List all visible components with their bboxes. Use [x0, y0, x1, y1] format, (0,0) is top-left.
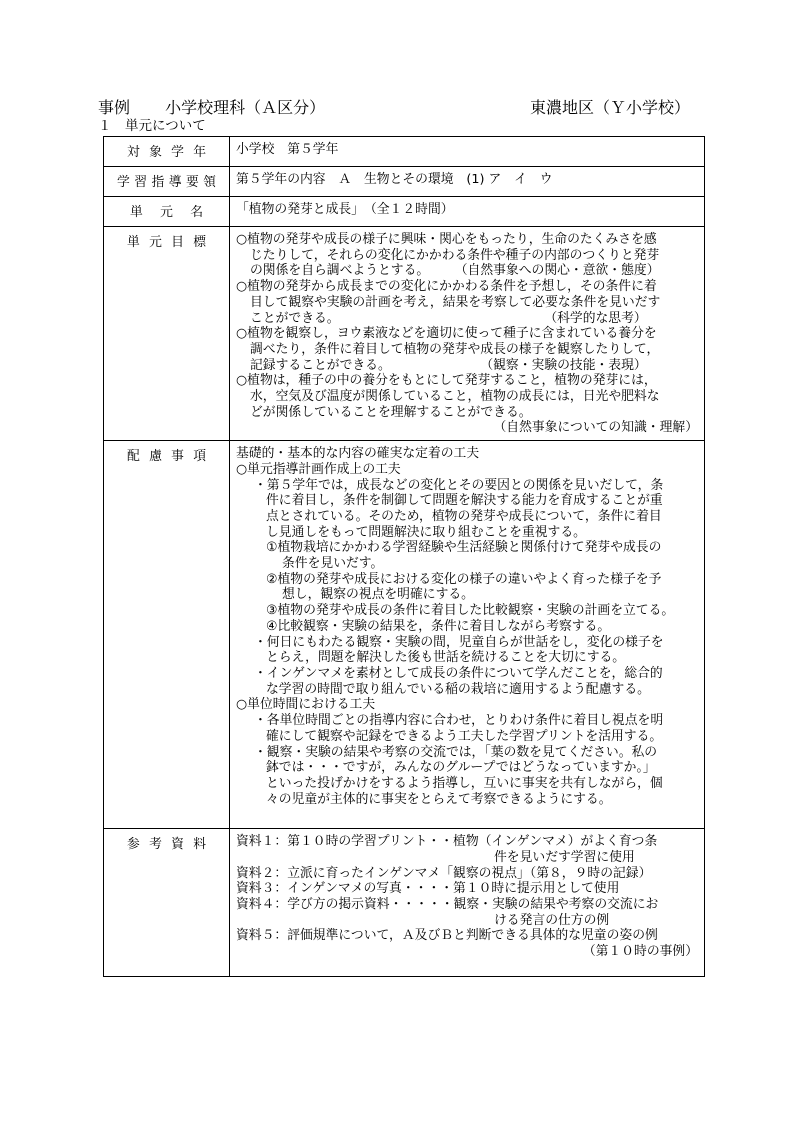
label-char: 導: [168, 175, 182, 190]
content-line: ○植物の発芽や成長の様子に興味・関心をもったり，生命のたくみさを感: [236, 232, 657, 247]
content-line: し見通しをもって問題解決に取り組むことを重視する。: [266, 524, 586, 540]
content-line: ②植物の発芽や成長における変化の様子の違いやよく育った様子を予: [266, 571, 662, 587]
content-line: ・各単位時間ごとの指導内容に合わせ，とりわけ条件に着目し視点を明: [254, 713, 664, 729]
content-line: ○植物は，種子の中の養分をもとにして発芽すること，植物の発芽には，: [236, 373, 657, 389]
label-char: 資: [171, 837, 184, 853]
content-line: ・第５学年では，成長などの変化とその要因との関係を見いだして，条: [254, 477, 664, 493]
row-content: [230, 227, 705, 441]
content-line: 基礎的・基本的な内容の確実な定着の工夫: [236, 446, 480, 462]
content-line: の関係を自ら調べようとする。 （自然事象への関心・意欲・態度）: [250, 263, 660, 279]
label-char: 領: [203, 175, 216, 190]
content-line: 第５学年の内容 Ａ 生物とその環境 (1) ア イ ウ: [236, 172, 553, 187]
case-label: 事例: [98, 98, 131, 117]
content-line: といった投げかけをするよう指導し，互いに事実を共有しながら，個: [266, 775, 663, 791]
content-line: 記録することができる。 （観察・実験の技能・表現）: [250, 357, 647, 373]
content-line: どが関係していることを理解することができる。: [250, 404, 532, 420]
content-line: 条件を見いだす。: [282, 556, 384, 572]
row-curriculum-guideline: [104, 167, 705, 197]
row-content: [230, 137, 705, 167]
content-line: ○単元指導計画作成上の工夫: [236, 461, 401, 477]
content-line: じたりして，それらの変化にかかわる条件や種子の内部のつくりと発芽: [250, 247, 660, 263]
content-line: 「植物の発芽と成長」 （全１２時間）: [236, 202, 454, 217]
label-char: 単: [130, 205, 143, 220]
row-considerations: [104, 441, 705, 829]
label-char: 標: [193, 235, 206, 250]
content-line: 点とされている。そのため，植物の発芽や成長について，条件に着目: [266, 508, 662, 524]
unit-table: [103, 136, 705, 977]
content-line: ・何日にもわたる観察・実験の間，児童自らが世話をし，変化の様子を: [254, 634, 664, 650]
row-target-grade: [104, 137, 705, 167]
row-reference-materials: [104, 829, 705, 977]
row-label: [104, 137, 230, 167]
content-line: 資料３：インゲンマメの写真・・・・第１０時に提示用として使用: [236, 881, 620, 897]
content-line: 水，空気及び温度が関係していること，植物の成長には，日光や肥料な: [250, 389, 660, 405]
content-line: ③植物の発芽や成長の条件に着目した比較観察・実験の計画を立てる。: [266, 603, 675, 619]
row-label: [104, 227, 230, 441]
content-line: 小学校 第５学年: [236, 142, 339, 157]
content-line: とらえ，問題を解決した後も世話を続けることを大切にする。: [266, 650, 626, 666]
row-label: [104, 167, 230, 197]
content-line: ・インゲンマメを素材として成長の条件について学んだことを，総合的: [254, 665, 663, 681]
label-char: 元: [149, 235, 162, 250]
row-content: [230, 441, 705, 829]
label-char: 元: [160, 205, 173, 220]
label-char: 対: [127, 145, 140, 160]
label-char: 目: [171, 235, 184, 250]
content-line: ①植物栽培にかかわる学習経験や生活経験と関係付けて発芽や成長の: [266, 540, 662, 556]
content-line: 想し，観察の視点を明確にする。: [282, 587, 474, 603]
content-line: 資料５：評価規準について，Ａ及びＢと判断できる具体的な児童の姿の例: [236, 928, 658, 944]
content-line: ○単位時間における工夫: [236, 697, 376, 713]
row-unit-name: [104, 197, 705, 227]
label-char: 考: [149, 837, 162, 853]
label-char: 配: [127, 449, 140, 465]
content-line: 目して観察や実験の計画を考え，結果を考察して必要な条件を見いだす: [250, 294, 661, 310]
region-label: 東濃地区（Ｙ小学校）: [530, 98, 691, 117]
row-label: [104, 829, 230, 977]
label-char: 習: [134, 175, 148, 190]
content-line: 資料４：学び方の掲示資料・・・・・観察・実験の結果や考察の交流にお: [236, 896, 659, 912]
row-label: [104, 197, 230, 227]
content-line: 件を見いだす学習に使用: [494, 849, 635, 865]
label-char: 参: [127, 837, 140, 853]
content-line: ○植物を観察し，ヨウ素液などを適切に使って種子に含まれている養分を: [236, 326, 657, 342]
content-line: ○植物の発芽から成長までの変化にかかわる条件を予想し，その条件に着: [236, 279, 657, 295]
label-char: 単: [127, 235, 140, 250]
label-char: 年: [193, 145, 206, 160]
label-char: 事: [171, 449, 184, 465]
subject-label: 小学校理科（Ａ区分）: [165, 98, 326, 117]
content-line: ことができる。 （科学的な思考）: [250, 310, 647, 326]
content-line: 資料１：第１０時の学習プリント・・植物（インゲンマメ）がよく育つ条: [236, 834, 658, 850]
row-content: [230, 829, 705, 977]
row-unit-goals: [104, 227, 705, 441]
content-line: 調べたり，条件に着目して植物の発芽や成長の様子を観察したりして，: [250, 341, 660, 357]
label-char: 項: [193, 449, 206, 465]
row-content: [230, 197, 705, 227]
content-line: （第１０時の事例）: [582, 944, 698, 960]
label-char: 象: [149, 145, 162, 160]
content-line: な学習の時間で取り組んでいる稲の栽培に適用するよう配慮する。: [266, 681, 650, 697]
content-line: 々の児童が主体的に事実をとらえて考察できるようにする。: [266, 791, 612, 807]
row-content: [230, 167, 705, 197]
label-char: 学: [117, 175, 130, 190]
label-char: 名: [190, 205, 203, 220]
section-heading: １ 単元について: [98, 118, 206, 134]
content-line: 鉢では・・・ですが，みんなのグループではどうなっていますか。」: [266, 760, 656, 776]
content-line: 確にして観察や記録をできるよう工夫した学習プリントを活用する。: [266, 728, 663, 744]
content-line: 資料２：立派に育ったインゲンマメ「観察の視点」（第８，９時の記録）: [236, 865, 652, 881]
label-char: 要: [185, 175, 199, 190]
label-char: 慮: [149, 449, 162, 465]
content-line: （自然事象についての知識・理解）: [493, 420, 698, 436]
content-line: 件に着目し，条件を制御して問題を解決する能力を育成することが重: [266, 493, 663, 509]
content-line: ・観察・実験の結果や考察の交流では，「葉の数を見てください。私の: [254, 744, 658, 760]
label-char: 料: [193, 837, 206, 853]
label-char: 学: [171, 145, 184, 160]
row-label: [104, 441, 230, 829]
content-line: ける発言の仕方の例: [494, 912, 610, 928]
content-line: ④比較観察・実験の結果を，条件に着目しながら考察する。: [266, 618, 611, 634]
label-char: 指: [151, 175, 165, 190]
